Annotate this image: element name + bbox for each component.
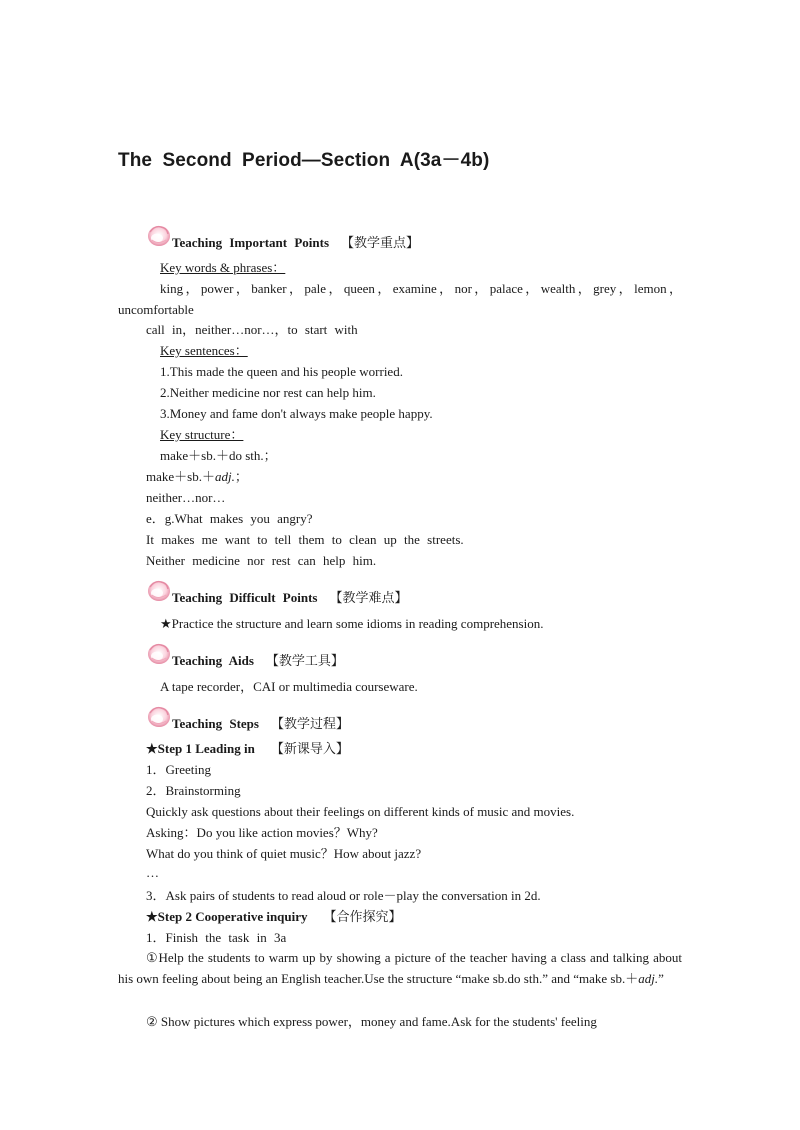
step-item: 2．Brainstorming [146, 783, 241, 798]
example-sentence: Neither medicine nor rest can help him. [146, 553, 377, 568]
section-title-cn: 【教学难点】 [329, 590, 408, 605]
difficult-point: ★Practice the structure and learn some idioms in reading comprehension. [160, 616, 544, 631]
section-title: Teaching Steps [172, 716, 259, 731]
step-title: ★Step 1 Leading in [146, 741, 255, 756]
step-text: What do you think of quiet music？How about jazz? [146, 846, 422, 861]
step-paragraph: ② Show pictures which express power，money and fame.Ask for the students' feeling [146, 1014, 597, 1029]
step-text: Asking：Do you like action movies？Why? [146, 825, 378, 840]
step-item: 3．Ask pairs of students to read aloud or role－play the conversation in 2d. [146, 888, 541, 903]
section-title: Teaching Difficult Points [172, 590, 318, 605]
step-paragraph [118, 947, 682, 989]
section-title-cn: 【教学过程】 [270, 716, 349, 731]
step-item: 1．Finish the task in 3a [146, 930, 287, 945]
step2-heading [146, 909, 402, 925]
example-label: e．g.What makes you angry? [146, 511, 313, 526]
section-title-cn: 【教学工具】 [265, 653, 344, 668]
key-words-label: Key words & phrases： [160, 260, 286, 275]
paragraph-text: ①Help the students to warm up by showing a picture of the teacher having a class and talking about his own feeling about being an English teacher.Use the structure “make sb.do sth.” and “make sb.＋ [118, 950, 682, 986]
structure-line: neither…nor… [146, 490, 226, 505]
structure-punct: ； [234, 469, 248, 484]
page-title: The Second Period—Section A(3a－4b) [118, 150, 490, 171]
step-title-cn: 【合作探究】 [323, 909, 402, 924]
key-structure-label: Key structure： [160, 427, 244, 442]
example-sentence: It makes me want to tell them to clean up the streets. [146, 532, 464, 547]
key-sentence: 1.This made the queen and his people worried. [160, 364, 403, 379]
structure-text: make＋sb.＋ [146, 469, 215, 484]
step-ellipsis: … [146, 865, 159, 880]
structure-adj: adj. [214, 469, 235, 484]
flower-icon [146, 640, 172, 666]
section-title: Teaching Important Points [172, 235, 330, 250]
paragraph-text: ” [658, 971, 664, 986]
flower-icon [146, 222, 172, 248]
step-text: Quickly ask questions about their feelings on different kinds of music and movies. [146, 804, 575, 819]
aids-text: A tape recorder，CAI or multimedia courseware. [160, 679, 418, 694]
step-title-cn: 【新课导入】 [270, 741, 349, 756]
step-title: ★Step 2 Cooperative inquiry [146, 909, 308, 924]
key-sentence: 2.Neither medicine nor rest can help him. [160, 385, 376, 400]
structure-line [146, 469, 248, 485]
flower-icon [146, 577, 172, 603]
flower-icon [146, 703, 172, 729]
key-sentence: 3.Money and fame don't always make people happy. [160, 406, 433, 421]
section-title-cn: 【教学重点】 [341, 235, 420, 250]
structure-line: make＋sb.＋do sth.； [160, 448, 277, 463]
paragraph-adj: adj. [638, 971, 659, 986]
key-sentences-label: Key sentences： [160, 343, 248, 358]
key-phrases: call in，neither…nor…，to start with [146, 322, 358, 337]
step-item: 1．Greeting [146, 762, 211, 777]
key-words-list: king，power，banker，pale，queen，examine，nor，palace，wealth，grey，lemon，uncomfortable [118, 281, 682, 317]
step1-heading [146, 741, 349, 757]
section-title: Teaching Aids [172, 653, 254, 668]
